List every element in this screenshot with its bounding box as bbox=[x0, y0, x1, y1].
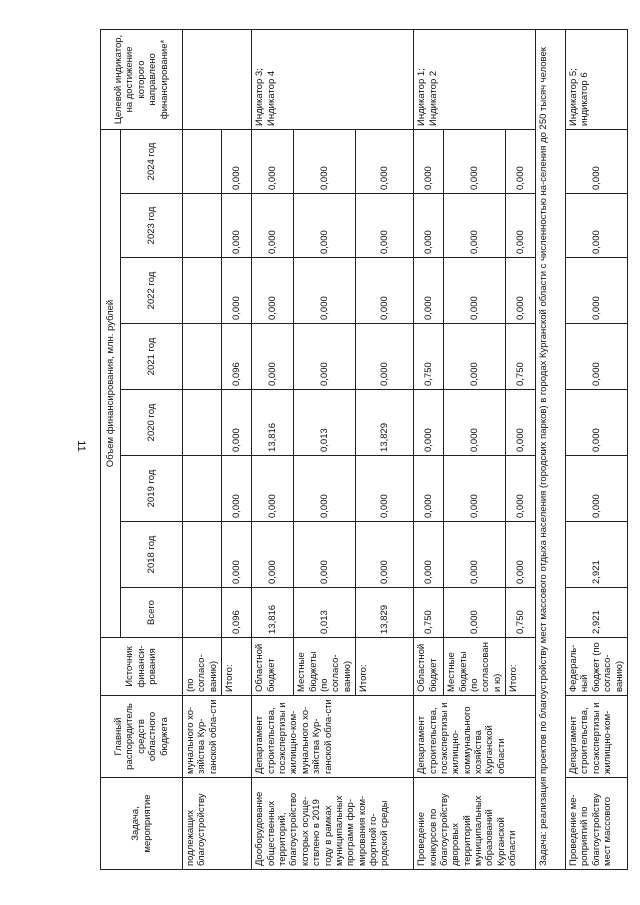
section-heading: Задача: реализация проектов по благоустройству мест массового отдыха населения (городских парков) в городах Курганской области с численностью на-селения до 250 тысяч человек bbox=[536, 29, 566, 869]
value-cell: 0,000 bbox=[356, 522, 414, 588]
value-cell: 0,000 bbox=[414, 129, 444, 193]
value-cell: 0,000 bbox=[566, 456, 628, 522]
source-cell: Местные бюджеты (по согласо-ванию) bbox=[294, 638, 356, 696]
value-cell: 0,000 bbox=[444, 129, 506, 193]
value-cell: 0,000 bbox=[252, 324, 294, 390]
financing-table bbox=[100, 29, 628, 870]
value-cell: 0,000 bbox=[444, 456, 506, 522]
value-cell bbox=[183, 522, 222, 588]
value-cell: 0,000 bbox=[356, 258, 414, 324]
value-cell: 0,000 bbox=[506, 522, 536, 588]
value-cell: 0,000 bbox=[222, 129, 252, 193]
header-volume: Объем финансирования, млн. рублей bbox=[101, 129, 121, 637]
value-cell: 0,000 bbox=[294, 456, 356, 522]
source-cell: Областной бюджет bbox=[414, 638, 444, 696]
value-cell: 0,750 bbox=[506, 324, 536, 390]
value-cell: 0,000 bbox=[414, 194, 444, 258]
value-cell: 0,000 bbox=[252, 194, 294, 258]
source-cell: Федераль-ный бюджет (по согласо-ванию) bbox=[566, 638, 628, 696]
value-cell: 0,000 bbox=[222, 194, 252, 258]
value-cell: 0,000 bbox=[506, 129, 536, 193]
value-cell: 0,000 bbox=[294, 194, 356, 258]
table-row bbox=[414, 29, 444, 869]
header-year: Всего bbox=[121, 588, 183, 638]
header-year: 2021 год bbox=[121, 324, 183, 390]
value-cell: 0,000 bbox=[566, 258, 628, 324]
source-cell: Итого: bbox=[222, 638, 252, 696]
source-cell: Местные бюджеты (по согласовани ю) bbox=[444, 638, 506, 696]
value-cell: 0,000 bbox=[356, 194, 414, 258]
header-task: Задача, мероприятие bbox=[101, 778, 183, 870]
header-row-1 bbox=[101, 29, 121, 869]
source-cell: Областной бюджет bbox=[252, 638, 294, 696]
header-year: 2018 год bbox=[121, 522, 183, 588]
task-cell: Проведение ме-роприятий по благоустройству мест массового bbox=[566, 778, 628, 870]
table-row bbox=[252, 29, 294, 869]
value-cell: 0,000 bbox=[294, 129, 356, 193]
header-year: 2023 год bbox=[121, 194, 183, 258]
task-cell: Проведение конкурсов по благоустройству дворовых территорий муниципальных образований Курганской области bbox=[414, 778, 536, 870]
value-cell: 0,013 bbox=[294, 390, 356, 456]
manager-cell: Департамент строительства, госэкспертизы и жилищно-коммунального хозяйства Курганской области bbox=[414, 696, 536, 778]
value-cell: 0,000 bbox=[252, 258, 294, 324]
value-cell: 0,000 bbox=[566, 194, 628, 258]
value-cell: 0,000 bbox=[444, 390, 506, 456]
manager-cell: Департамент строительства, госэкспертизы и жилищно-ком-мунального хо-зяйства Кур-ганской обла-сти bbox=[252, 696, 414, 778]
task-cell: подлежащих благоустройству bbox=[183, 778, 252, 870]
table-row bbox=[183, 29, 222, 869]
header-year: 2020 год bbox=[121, 390, 183, 456]
page-number: 11 bbox=[75, 440, 87, 452]
value-cell: 0,000 bbox=[414, 258, 444, 324]
value-cell: 13,816 bbox=[252, 390, 294, 456]
value-cell: 0,000 bbox=[252, 129, 294, 193]
section-row bbox=[536, 29, 566, 869]
value-cell: 0,000 bbox=[566, 390, 628, 456]
header-source: Источник финанси-рования bbox=[101, 638, 183, 696]
header-year: 2022 год bbox=[121, 258, 183, 324]
value-cell: 2,921 bbox=[566, 588, 628, 638]
header-year: 2019 год bbox=[121, 456, 183, 522]
value-cell: 13,829 bbox=[356, 588, 414, 638]
value-cell: 0,000 bbox=[414, 522, 444, 588]
value-cell bbox=[183, 588, 222, 638]
header-year: 2024 год bbox=[121, 129, 183, 193]
header-indicator: Целевой индикатор, на достижение которого направлено финансирование* bbox=[101, 29, 183, 129]
value-cell: 0,000 bbox=[444, 258, 506, 324]
value-cell: 2,921 bbox=[566, 522, 628, 588]
value-cell: 0,000 bbox=[414, 456, 444, 522]
task-cell: Дооборудование общественных территорий, благоустройство которых осуще-ствлено в 2019 году в рамках муниципальных программ фор-мирования ком-фортной го-родской среды bbox=[252, 778, 414, 870]
value-cell: 13,829 bbox=[356, 390, 414, 456]
indicator-cell: Индикатор 1; Индикатор 2 bbox=[414, 29, 536, 129]
value-cell: 0,000 bbox=[444, 588, 506, 638]
value-cell: 0,000 bbox=[222, 390, 252, 456]
value-cell: 0,750 bbox=[414, 588, 444, 638]
value-cell: 0,000 bbox=[506, 258, 536, 324]
value-cell: 0,013 bbox=[294, 588, 356, 638]
source-cell: Итого: bbox=[356, 638, 414, 696]
value-cell: 0,000 bbox=[294, 324, 356, 390]
value-cell: 0,000 bbox=[356, 129, 414, 193]
table-row bbox=[566, 29, 628, 869]
source-cell: Итого: bbox=[506, 638, 536, 696]
value-cell: 0,000 bbox=[506, 194, 536, 258]
value-cell: 0,000 bbox=[566, 324, 628, 390]
manager-cell: Департамент строительства, госэкспертизы и жилищно-ком- bbox=[566, 696, 628, 778]
value-cell: 0,750 bbox=[506, 588, 536, 638]
value-cell: 0,000 bbox=[356, 456, 414, 522]
rotated-table-container bbox=[100, 30, 625, 870]
indicator-cell: Индикатор 3; Индикатор 4 bbox=[252, 29, 414, 129]
value-cell: 0,000 bbox=[252, 456, 294, 522]
manager-cell: мунального хо-зяйства Кур-ганской обла-сти bbox=[183, 696, 252, 778]
value-cell: 0,000 bbox=[252, 522, 294, 588]
value-cell: 0,000 bbox=[506, 390, 536, 456]
value-cell: 0,000 bbox=[294, 258, 356, 324]
value-cell bbox=[183, 258, 222, 324]
value-cell: 0,096 bbox=[222, 588, 252, 638]
indicator-cell bbox=[183, 29, 252, 129]
value-cell: 0,096 bbox=[222, 324, 252, 390]
value-cell: 0,000 bbox=[444, 324, 506, 390]
value-cell: 0,000 bbox=[222, 522, 252, 588]
value-cell: 0,000 bbox=[222, 258, 252, 324]
value-cell: 0,000 bbox=[444, 522, 506, 588]
value-cell bbox=[183, 324, 222, 390]
value-cell: 0,000 bbox=[444, 194, 506, 258]
value-cell bbox=[183, 129, 222, 193]
indicator-cell: Индикатор 5; индикатор 6 bbox=[566, 29, 628, 129]
value-cell: 0,750 bbox=[414, 324, 444, 390]
value-cell: 0,000 bbox=[356, 324, 414, 390]
value-cell: 0,000 bbox=[506, 456, 536, 522]
value-cell bbox=[183, 194, 222, 258]
value-cell: 0,000 bbox=[566, 129, 628, 193]
source-cell: (по согласо-ванию) bbox=[183, 638, 222, 696]
value-cell: 0,000 bbox=[414, 390, 444, 456]
value-cell: 0,000 bbox=[294, 522, 356, 588]
value-cell bbox=[183, 456, 222, 522]
value-cell bbox=[183, 390, 222, 456]
value-cell: 0,000 bbox=[222, 456, 252, 522]
header-manager: Главный распорядитель средств областного бюджета bbox=[101, 696, 183, 778]
value-cell: 13,816 bbox=[252, 588, 294, 638]
